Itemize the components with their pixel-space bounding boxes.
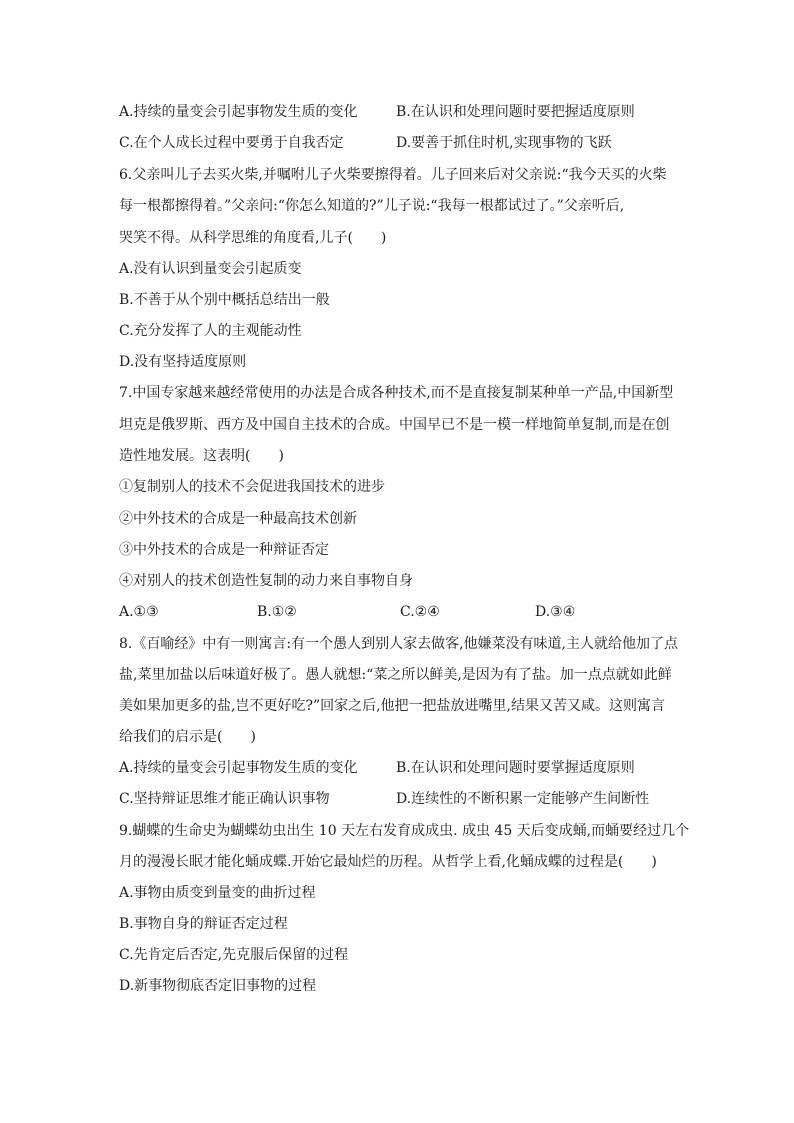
q7-item-1: ①复制别人的技术不会促进我国技术的进步	[119, 479, 385, 495]
q9-option-a: A.事物由质变到量变的曲折过程	[119, 885, 316, 901]
q9-option-b: B.事物自身的辩证否定过程	[119, 916, 288, 932]
q5-option-a: A.持续的量变会引起事物发生质的变化	[119, 104, 358, 120]
q8-stem-line1: 8.《百喻经》中有一则寓言:有一个愚人到别人家去做客,他嫌菜没有味道,主人就给他加了点	[119, 636, 678, 652]
q6-option-b: B.不善于从个别中概括总结出一般	[119, 292, 330, 308]
q8-option-a: A.持续的量变会引起事物发生质的变化	[119, 760, 358, 776]
q5-option-b: B.在认识和处理问题时要把握适度原则	[396, 104, 635, 120]
q9-stem-line2: 月的漫漫长眠才能化蛹成蝶.开始它最灿烂的历程。从哲学上看,化蛹成蝶的过程是( )	[119, 854, 657, 870]
q5-option-d: D.要善于抓住时机,实现事物的飞跃	[396, 135, 612, 151]
q7-stem-line3: 造性地发展。这表明( )	[119, 448, 284, 464]
q8-stem-line4: 给我们的启示是( )	[119, 729, 256, 745]
q7-item-3: ③中外技术的合成是一种辩证否定	[119, 542, 329, 558]
q7-option-b: B.①②	[257, 604, 297, 620]
q6-option-c: C.充分发挥了人的主观能动性	[119, 323, 302, 339]
q6-stem-line1: 6.父亲叫儿子去买火柴,并嘱咐儿子火柴要擦得着。儿子回来后对父亲说:“我今天买的火柴	[119, 167, 667, 183]
q8-option-c: C.坚持辩证思维才能正确认识事物	[119, 791, 330, 807]
q9-stem-line1: 9.蝴蝶的生命史为蝴蝶幼虫出生 10 天左右发育成成虫. 成虫 45 天后变成蛹,而蛹要经过几个	[119, 823, 690, 839]
q9-option-c: C.先肯定后否定,先克服后保留的过程	[119, 947, 349, 963]
q8-stem-line2: 盐,菜里加盐以后味道好极了。愚人就想:“菜之所以鲜美,是因为有了盐。加一点点就如此鲜	[119, 667, 672, 683]
q7-stem-line2: 坦克是俄罗斯、西方及中国自主技术的合成。中国早已不是一模一样地简单复制,而是在创	[119, 417, 670, 433]
q6-option-a: A.没有认识到量变会引起质变	[119, 261, 302, 277]
q8-option-b: B.在认识和处理问题时要掌握适度原则	[396, 760, 635, 776]
q8-stem-line3: 美如果加更多的盐,岂不更好吃?”回家之后,他把一把盐放进嘴里,结果又苦又咸。这则寓言	[119, 698, 666, 714]
q7-stem-line1: 7.中国专家越来越经常使用的办法是合成各种技术,而不是直接复制某种单一产品,中国新型	[119, 385, 674, 401]
q6-stem-line2: 每一根都擦得着。”父亲问:“你怎么知道的?”儿子说:“我每一根都试过了。”父亲听后,	[119, 198, 625, 214]
q7-option-d: D.③④	[535, 604, 576, 620]
q9-option-d: D.新事物彻底否定旧事物的过程	[119, 978, 317, 994]
q5-option-c: C.在个人成长过程中要勇于自我否定	[119, 135, 344, 151]
q7-item-2: ②中外技术的合成是一种最高技术创新	[119, 511, 357, 527]
q6-option-d: D.没有坚持适度原则	[119, 354, 247, 370]
q7-option-a: A.①③	[119, 604, 159, 620]
q7-item-4: ④对别人的技术创造性复制的动力来自事物自身	[119, 573, 413, 589]
q7-option-c: C.②④	[400, 604, 440, 620]
q6-stem-line3: 哭笑不得。从科学思维的角度看,儿子( )	[119, 230, 387, 246]
q8-option-d: D.连续性的不断积累一定能够产生间断性	[396, 791, 650, 807]
